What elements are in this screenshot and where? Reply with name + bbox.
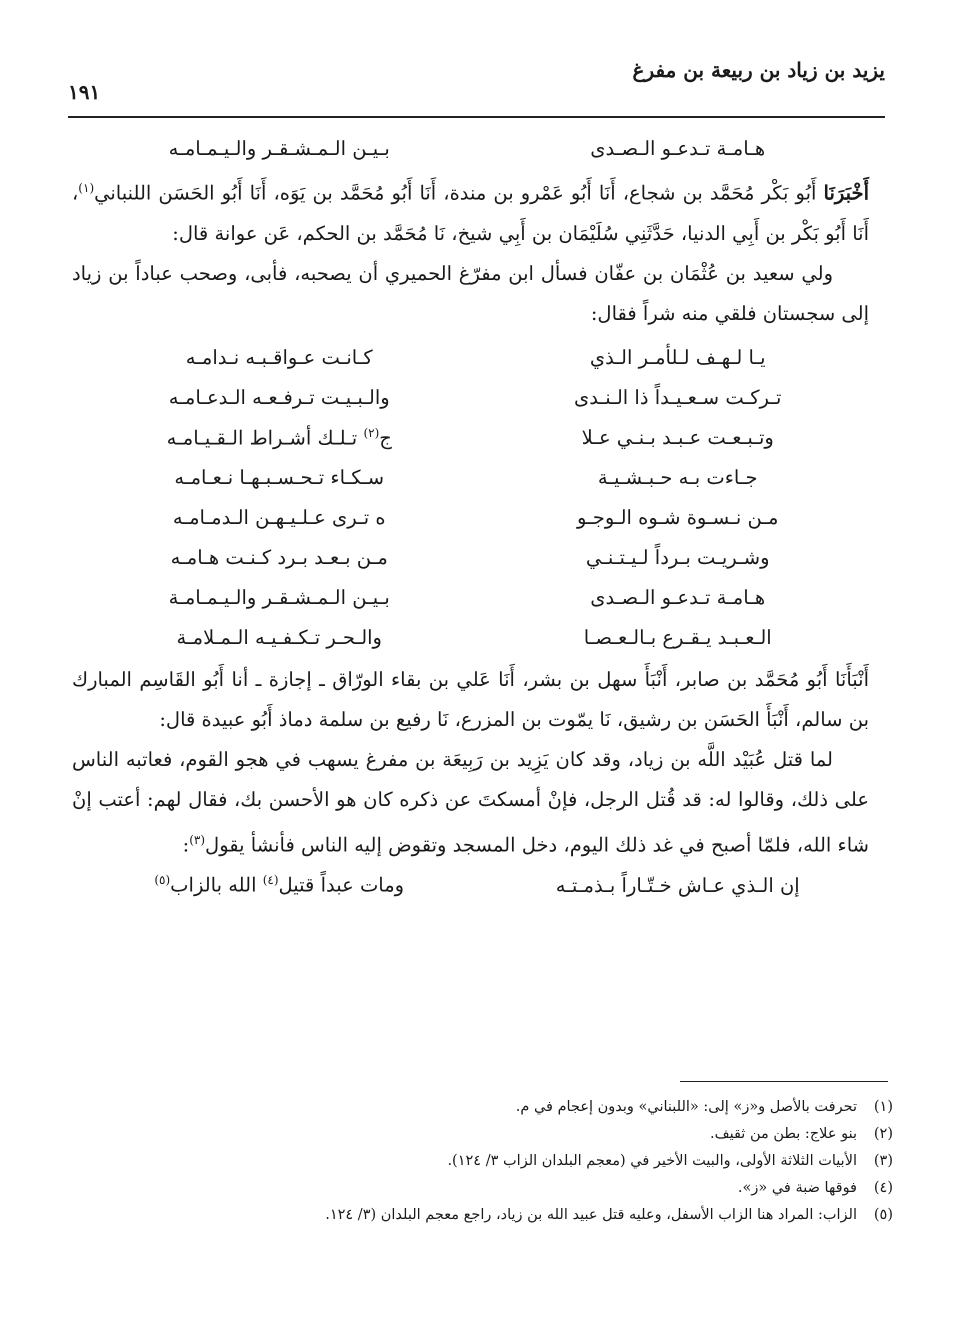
paragraph-text: لما قتل عُبَيْد اللَّه بن زياد، وقد كان يَزِيد بن رَبِيعَة بن مفرغ يسهب في هجو القوم، فعاتبه الناس على ذلك، وقالوا له: قد قُتل الرجل، فإنْ أمسكتَ عن ذكره كان هو الأحسن بك، فقال لهم: أعتب إنْ شاء الله، فلمّا أصبح في غد ذلك اليوم، دخل المسجد وتقوض إليه الناس فأنشأ يقول bbox=[72, 747, 869, 856]
verse-line bbox=[72, 618, 869, 658]
footnote bbox=[180, 1202, 893, 1229]
verse-first-hemistich: هـامـة تـدعـو الـصـدى bbox=[590, 136, 766, 160]
footnote-text: الأبيات الثلاثة الأولى، والبيت الأخير في (معجم البلدان الزاب ٣/ ١٢٤). bbox=[447, 1153, 857, 1169]
hemistich-part: ج bbox=[379, 426, 392, 450]
paragraph-text: : bbox=[182, 833, 190, 856]
footnote-number: (٤) bbox=[873, 1180, 893, 1196]
paragraph-text: ، أَنَا أَبُو بَكْر بن أَبِي الدنيا، حَدَّثَنِي سُلَيْمَان بن أَبِي شيخ، نَا مُحَمَّد بن الحكم، عَن عوانة قال: bbox=[72, 181, 869, 245]
hemistich-part: تـلـك أشـراط الـقـيـامـه bbox=[166, 426, 364, 450]
footnote-text: الزاب: المراد هنا الزاب الأسفل، وعليه قتل عبيد الله بن زياد، راجع معجم البلدان (٣/ ١٢٤. bbox=[325, 1207, 857, 1223]
narrative-paragraph bbox=[72, 740, 869, 866]
narrative-paragraph: ولي سعيد بن عُثْمَان بن عفّان فسأل ابن مفرّغ الحميري أن يصحبه، فأبى، وصحب عباداً بن زياد إلى سجستان فلقي منه شراً فقال: bbox=[72, 261, 869, 325]
footnote-text: بنو علاج: بطن من ثقيف. bbox=[709, 1126, 857, 1142]
verse-second-hemistich: بـيـن الـمـشـقـر والـيـمـامـه bbox=[168, 136, 390, 160]
verse-first-hemistich: وشـريـت بـرداً لـيـتـنـي bbox=[585, 546, 770, 569]
verse-line bbox=[72, 458, 869, 498]
verse-line bbox=[72, 538, 869, 578]
verse-second-hemistich: ه تـرى عـلـيـهـن الـدمـامـه bbox=[172, 506, 386, 529]
page-header bbox=[68, 56, 885, 118]
verse-second-hemistich: والـحـر تـكـفـيـه الـمـلامـة bbox=[176, 626, 382, 649]
footnotes bbox=[180, 1094, 893, 1229]
verse-second-hemistich: والـبـيـت تـرفـعـه الـدعـامـه bbox=[168, 386, 390, 409]
verse-second-hemistich: مـن بـعـد بـرد كـنـت هـامـه bbox=[170, 546, 388, 569]
isnad-paragraph bbox=[72, 168, 869, 254]
verse-line bbox=[72, 865, 869, 905]
hemistich-part: ومات عبداً قتيل bbox=[278, 873, 405, 897]
verse-second-hemistich bbox=[72, 873, 486, 897]
verse-line bbox=[72, 578, 869, 618]
verse-line bbox=[72, 338, 869, 378]
verse-first-hemistich: تـركـت سـعـيـداً ذا الـنـدى bbox=[574, 386, 782, 409]
footnote-ref: (٥) bbox=[154, 873, 171, 888]
running-title: يزيد بن زياد بن ربيعة بن مفرغ bbox=[632, 58, 885, 82]
footnote-ref: (١) bbox=[78, 181, 95, 195]
verse-second-hemistich: بـيـن الـمـشـقـر والـيـمـامـة bbox=[168, 586, 390, 609]
isnad-paragraph: أَنْبَأَنَا أَبُو مُحَمَّد بن صابر، أَنْبَأَ سهل بن بشر، أَنَا عَلي بن بقاء الورّاق ـ إجازة ـ أنا أَبُو القَاسِم المبارك بن سالم، أَنْبَأَ الحَسَن بن رشيق، نَا يمّوت بن المزرع، نَا رفيع بن سلمة دماذ أَبُو عبيدة قال: bbox=[72, 667, 869, 731]
page-number: ١٩١ bbox=[68, 80, 101, 104]
footnote bbox=[180, 1148, 893, 1175]
footnote-text: تحرفت بالأصل و«ز» إلى: «اللبناني» وبدون إعجام في م. bbox=[515, 1099, 857, 1115]
footnote-rule bbox=[680, 1081, 888, 1082]
paragraph-text: أَبُو بَكْر مُحَمَّد بن شجاع، أَنَا أَبُو عَمْرو بن مندة، أَنَا أَبُو مُحَمَّد بن يَوَه، أَنَا أَبُو الحَسَن اللنباني bbox=[94, 181, 824, 205]
footnote-ref: (٢) bbox=[363, 425, 380, 440]
verse-second-hemistich: كـانـت عـواقـبـه نـدامـه bbox=[185, 346, 373, 369]
verse-first-hemistich: إن الـذي عـاش خـتّـاراً بـذمـتـه bbox=[555, 873, 800, 897]
footnote-number: (٥) bbox=[873, 1207, 893, 1223]
footnote bbox=[180, 1121, 893, 1148]
verse-line bbox=[72, 418, 869, 458]
footnote-number: (٣) bbox=[873, 1153, 893, 1169]
header-rule bbox=[68, 116, 885, 118]
footnote bbox=[180, 1175, 893, 1202]
footnote-text: فوقها ضبة في «ز». bbox=[737, 1180, 857, 1196]
akhbarana-keyword: أَخْبَرَنَا bbox=[823, 181, 869, 205]
hemistich-part: الله بالزاب bbox=[170, 873, 263, 897]
footnote bbox=[180, 1094, 893, 1121]
footnote-ref: (٣) bbox=[189, 832, 206, 847]
verse-line bbox=[72, 128, 869, 168]
page-body bbox=[72, 128, 869, 905]
verse-first-hemistich: يـا لـهـف لـلأمـر الـذي bbox=[589, 346, 766, 369]
verse-first-hemistich: هـامـة تـدعـو الـصـدى bbox=[590, 586, 766, 609]
verse-first-hemistich: وتـبـعـت عـبـد بـنـي عـلا bbox=[581, 426, 774, 449]
verse-line bbox=[72, 378, 869, 418]
verse-line bbox=[72, 498, 869, 538]
footnote-number: (١) bbox=[873, 1099, 893, 1115]
poem bbox=[72, 338, 869, 658]
verse-first-hemistich: جـاءت بـه حـبـشـيـة bbox=[597, 466, 758, 489]
footnote-number: (٢) bbox=[873, 1126, 893, 1142]
verse-first-hemistich: الـعـبـد يـقـرع بـالـعـصـا bbox=[583, 626, 772, 649]
verse-first-hemistich: مـن نـسـوة شـوه الـوجـو bbox=[576, 506, 779, 529]
verse-second-hemistich bbox=[72, 426, 486, 450]
footnote-ref: (٤) bbox=[262, 873, 279, 888]
verse-second-hemistich: سـكـاء تـحـسـبـهـا نـعـامـه bbox=[174, 466, 385, 489]
